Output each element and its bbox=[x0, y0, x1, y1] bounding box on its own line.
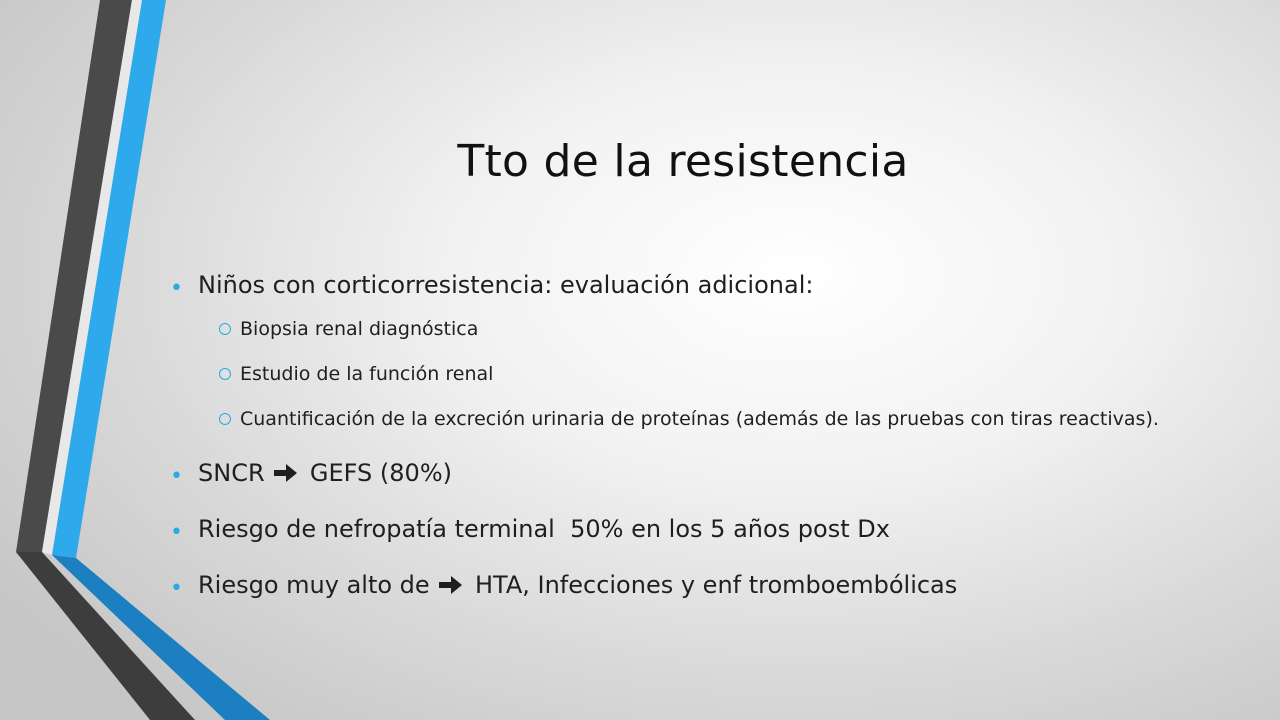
bullet-dot-icon: • bbox=[170, 464, 183, 489]
sub-bullet-item-3 bbox=[170, 404, 1230, 434]
bullet-item-1 bbox=[170, 268, 1230, 302]
bullet-dot-icon: • bbox=[170, 276, 183, 301]
hollow-circle-icon bbox=[219, 323, 231, 335]
bullet-dot-icon: • bbox=[170, 520, 183, 545]
bullet-text: Riesgo de nefropatía terminal 50% en los 5 años post Dx bbox=[198, 515, 890, 543]
bullet-dot-icon: • bbox=[170, 576, 183, 601]
sub-bullet-text: Estudio de la función renal bbox=[240, 363, 494, 385]
bullet-text: Riesgo muy alto de bbox=[198, 571, 430, 599]
sub-bullet-text: Cuantificación de la excreción urinaria de proteínas (además de las pruebas con tiras reactivas). bbox=[240, 408, 1159, 430]
right-arrow-icon bbox=[439, 575, 463, 595]
bullet-text: Niños con corticorresistencia: evaluación adicional: bbox=[198, 271, 814, 299]
bullet-arrow-text: GEFS (80%) bbox=[309, 459, 452, 487]
sub-bullet-item-2 bbox=[170, 359, 1230, 389]
bullet-item-2 bbox=[170, 456, 1230, 490]
bullet-text: SNCR bbox=[198, 459, 265, 487]
slide-content bbox=[170, 268, 1230, 602]
hollow-circle-icon bbox=[219, 413, 231, 425]
bullet-item-4 bbox=[170, 568, 1230, 602]
bullet-arrow-text: HTA, Infecciones y enf tromboembólicas bbox=[474, 571, 958, 599]
sub-bullet-item-1 bbox=[170, 314, 1230, 344]
slide-title: Tto de la resistencia bbox=[457, 136, 909, 187]
hollow-circle-icon bbox=[219, 368, 231, 380]
bullet-item-3 bbox=[170, 512, 1230, 546]
sub-bullet-text: Biopsia renal diagnóstica bbox=[240, 318, 479, 340]
right-arrow-icon bbox=[274, 463, 298, 483]
